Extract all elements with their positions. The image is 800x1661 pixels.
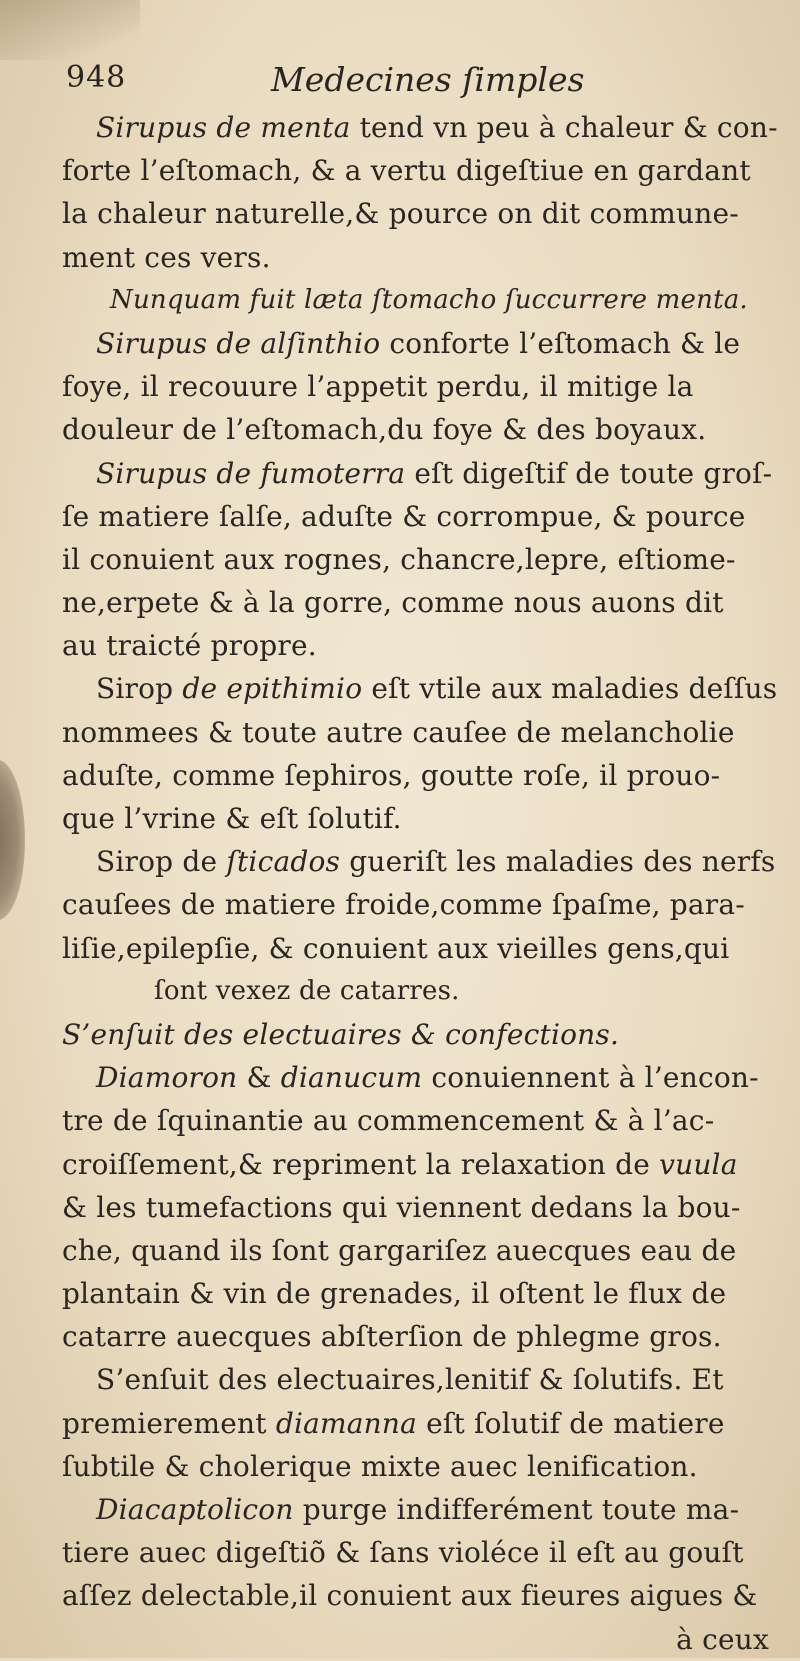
- text-segment: à ceux: [676, 1622, 769, 1656]
- italic-text: S’enſuit des electuaires & confections.: [62, 1017, 620, 1051]
- text-segment: eſt ſolutif de matiere: [417, 1406, 725, 1440]
- text-segment: ment ces vers.: [62, 240, 271, 274]
- text-line: [62, 1143, 777, 1186]
- text-line: [62, 408, 777, 451]
- text-segment: tend vn peu à chaleur & con-: [350, 111, 778, 144]
- text-line: [62, 452, 777, 495]
- text-line: [62, 192, 777, 235]
- text-segment: &: [237, 1061, 281, 1095]
- text-segment: eſt digeſtif de toute groſ-: [405, 456, 773, 490]
- text-line: [62, 1488, 777, 1531]
- text-segment: douleur de l’eſtomach,du foye & des boyaux.: [62, 413, 707, 447]
- text-segment: ſe matiere ſalſe, aduſte & corrompue, & pource: [62, 499, 746, 533]
- text-line: [62, 711, 777, 754]
- text-line: [62, 667, 777, 710]
- text-segment: plantain & vin de grenades, il oſtent le flux de: [62, 1277, 727, 1311]
- text-line: [62, 970, 777, 1013]
- text-line: [62, 1531, 777, 1574]
- text-line: [62, 149, 777, 192]
- text-segment: ſont vexez de catarres.: [154, 975, 460, 1006]
- text-segment: liſie,epilepſie, & conuient aux vieilles gens,qui: [62, 931, 730, 965]
- text-segment: au traicté propre.: [62, 629, 317, 663]
- running-title: Medecines ſimples: [271, 60, 585, 99]
- text-line: [62, 624, 777, 667]
- text-line: [62, 797, 777, 840]
- italic-text: Nunquam fuit læta ſtomacho ſuccurrere menta.: [110, 284, 748, 315]
- italic-text: diamanna: [275, 1406, 418, 1440]
- text-line: [62, 581, 777, 624]
- text-segment: conuiennent à l’encon-: [422, 1061, 759, 1095]
- italic-text: Diamoron: [96, 1061, 238, 1095]
- text-segment: ne,erpete & à la gorre, comme nous auons dit: [62, 586, 724, 620]
- text-segment: che, quand ils ſont gargariſez auecques eau de: [62, 1233, 737, 1267]
- text-segment: Sirop de: [96, 845, 227, 879]
- text-segment: croiſſement,& repriment la relaxation de: [62, 1147, 660, 1181]
- italic-text: de epithimio: [182, 672, 363, 706]
- text-line: [62, 1445, 777, 1488]
- text-line: [62, 322, 777, 365]
- text-segment: la chaleur naturelle,& pource on dit commune-: [62, 197, 739, 231]
- text-segment: tre de ſquinantie au commencement & à l’ac-: [62, 1104, 715, 1138]
- text-line: [62, 754, 777, 797]
- italic-text: vuula: [659, 1147, 738, 1181]
- page-corner-shadow: [0, 0, 140, 60]
- text-segment: foye, il recouure l’appetit perdu, il mitige la: [62, 370, 694, 404]
- text-segment: aduſte, comme ſephiros, goutte roſe, il prouo-: [62, 758, 721, 792]
- text-line: [62, 1099, 777, 1142]
- page-header: [66, 60, 766, 104]
- text-segment: conforte l’eſtomach & le: [380, 326, 741, 360]
- text-line: [62, 279, 777, 322]
- text-segment: que l’vrine & eſt ſolutif.: [62, 802, 402, 835]
- text-line: [62, 1186, 777, 1229]
- italic-text: Sirupus de menta: [96, 111, 351, 144]
- text-line: [62, 927, 777, 970]
- text-segment: eſt vtile aux maladies deſſus: [362, 672, 778, 706]
- text-line: [62, 1229, 777, 1272]
- text-line: [62, 365, 777, 408]
- text-line: [62, 1574, 777, 1617]
- text-segment: il conuient aux rognes, chancre,lepre, eſtiome-: [62, 542, 736, 576]
- text-segment: tiere auec digeſtiõ & ſans violéce il eſt au gouſt: [62, 1536, 744, 1570]
- text-segment: & les tumefactions qui viennent dedans la bou-: [62, 1190, 741, 1224]
- text-segment: forte l’eſtomach, & a vertu digeſtiue en gardant: [62, 154, 751, 188]
- italic-text: ſticados: [226, 845, 341, 879]
- text-segment: nommees & toute autre cauſee de melancholie: [62, 715, 735, 749]
- text-line: [62, 1315, 777, 1358]
- text-segment: catarre auecques abſterſion de phlegme gros.: [62, 1320, 722, 1354]
- page-number: 948: [66, 60, 127, 95]
- text-segment: cauſees de matiere froide,comme ſpaſme, para-: [62, 888, 745, 922]
- text-line: [62, 1013, 777, 1056]
- text-line: [62, 840, 777, 883]
- italic-text: dianucum: [280, 1061, 423, 1095]
- text-line: [62, 106, 777, 149]
- text-line: [62, 883, 777, 926]
- text-line: [62, 538, 777, 581]
- text-line: [62, 1358, 777, 1401]
- text-segment: purge indifferément toute ma-: [293, 1493, 740, 1526]
- text-segment: premierement: [62, 1406, 276, 1440]
- page-edge-shadow: [0, 760, 25, 920]
- italic-text: Sirupus de alſinthio: [96, 326, 381, 360]
- body-text: [62, 106, 777, 1661]
- text-line: [62, 236, 777, 279]
- text-line: [62, 1056, 777, 1099]
- text-segment: S’enſuit des electuaires,lenitif & ſolutifs. Et: [96, 1363, 724, 1397]
- text-line: [62, 1618, 777, 1661]
- italic-text: Diacaptolicon: [96, 1493, 294, 1526]
- text-segment: gueriſt les maladies des nerfs: [340, 845, 776, 879]
- text-line: [62, 495, 777, 538]
- text-segment: Sirop: [96, 672, 183, 706]
- text-segment: ſubtile & cholerique mixte auec lenification.: [62, 1449, 698, 1483]
- italic-text: Sirupus de fumoterra: [96, 456, 406, 490]
- text-line: [62, 1402, 777, 1445]
- text-line: [62, 1272, 777, 1315]
- text-segment: aſſez delectable,il conuient aux fieures aigues &: [62, 1579, 758, 1613]
